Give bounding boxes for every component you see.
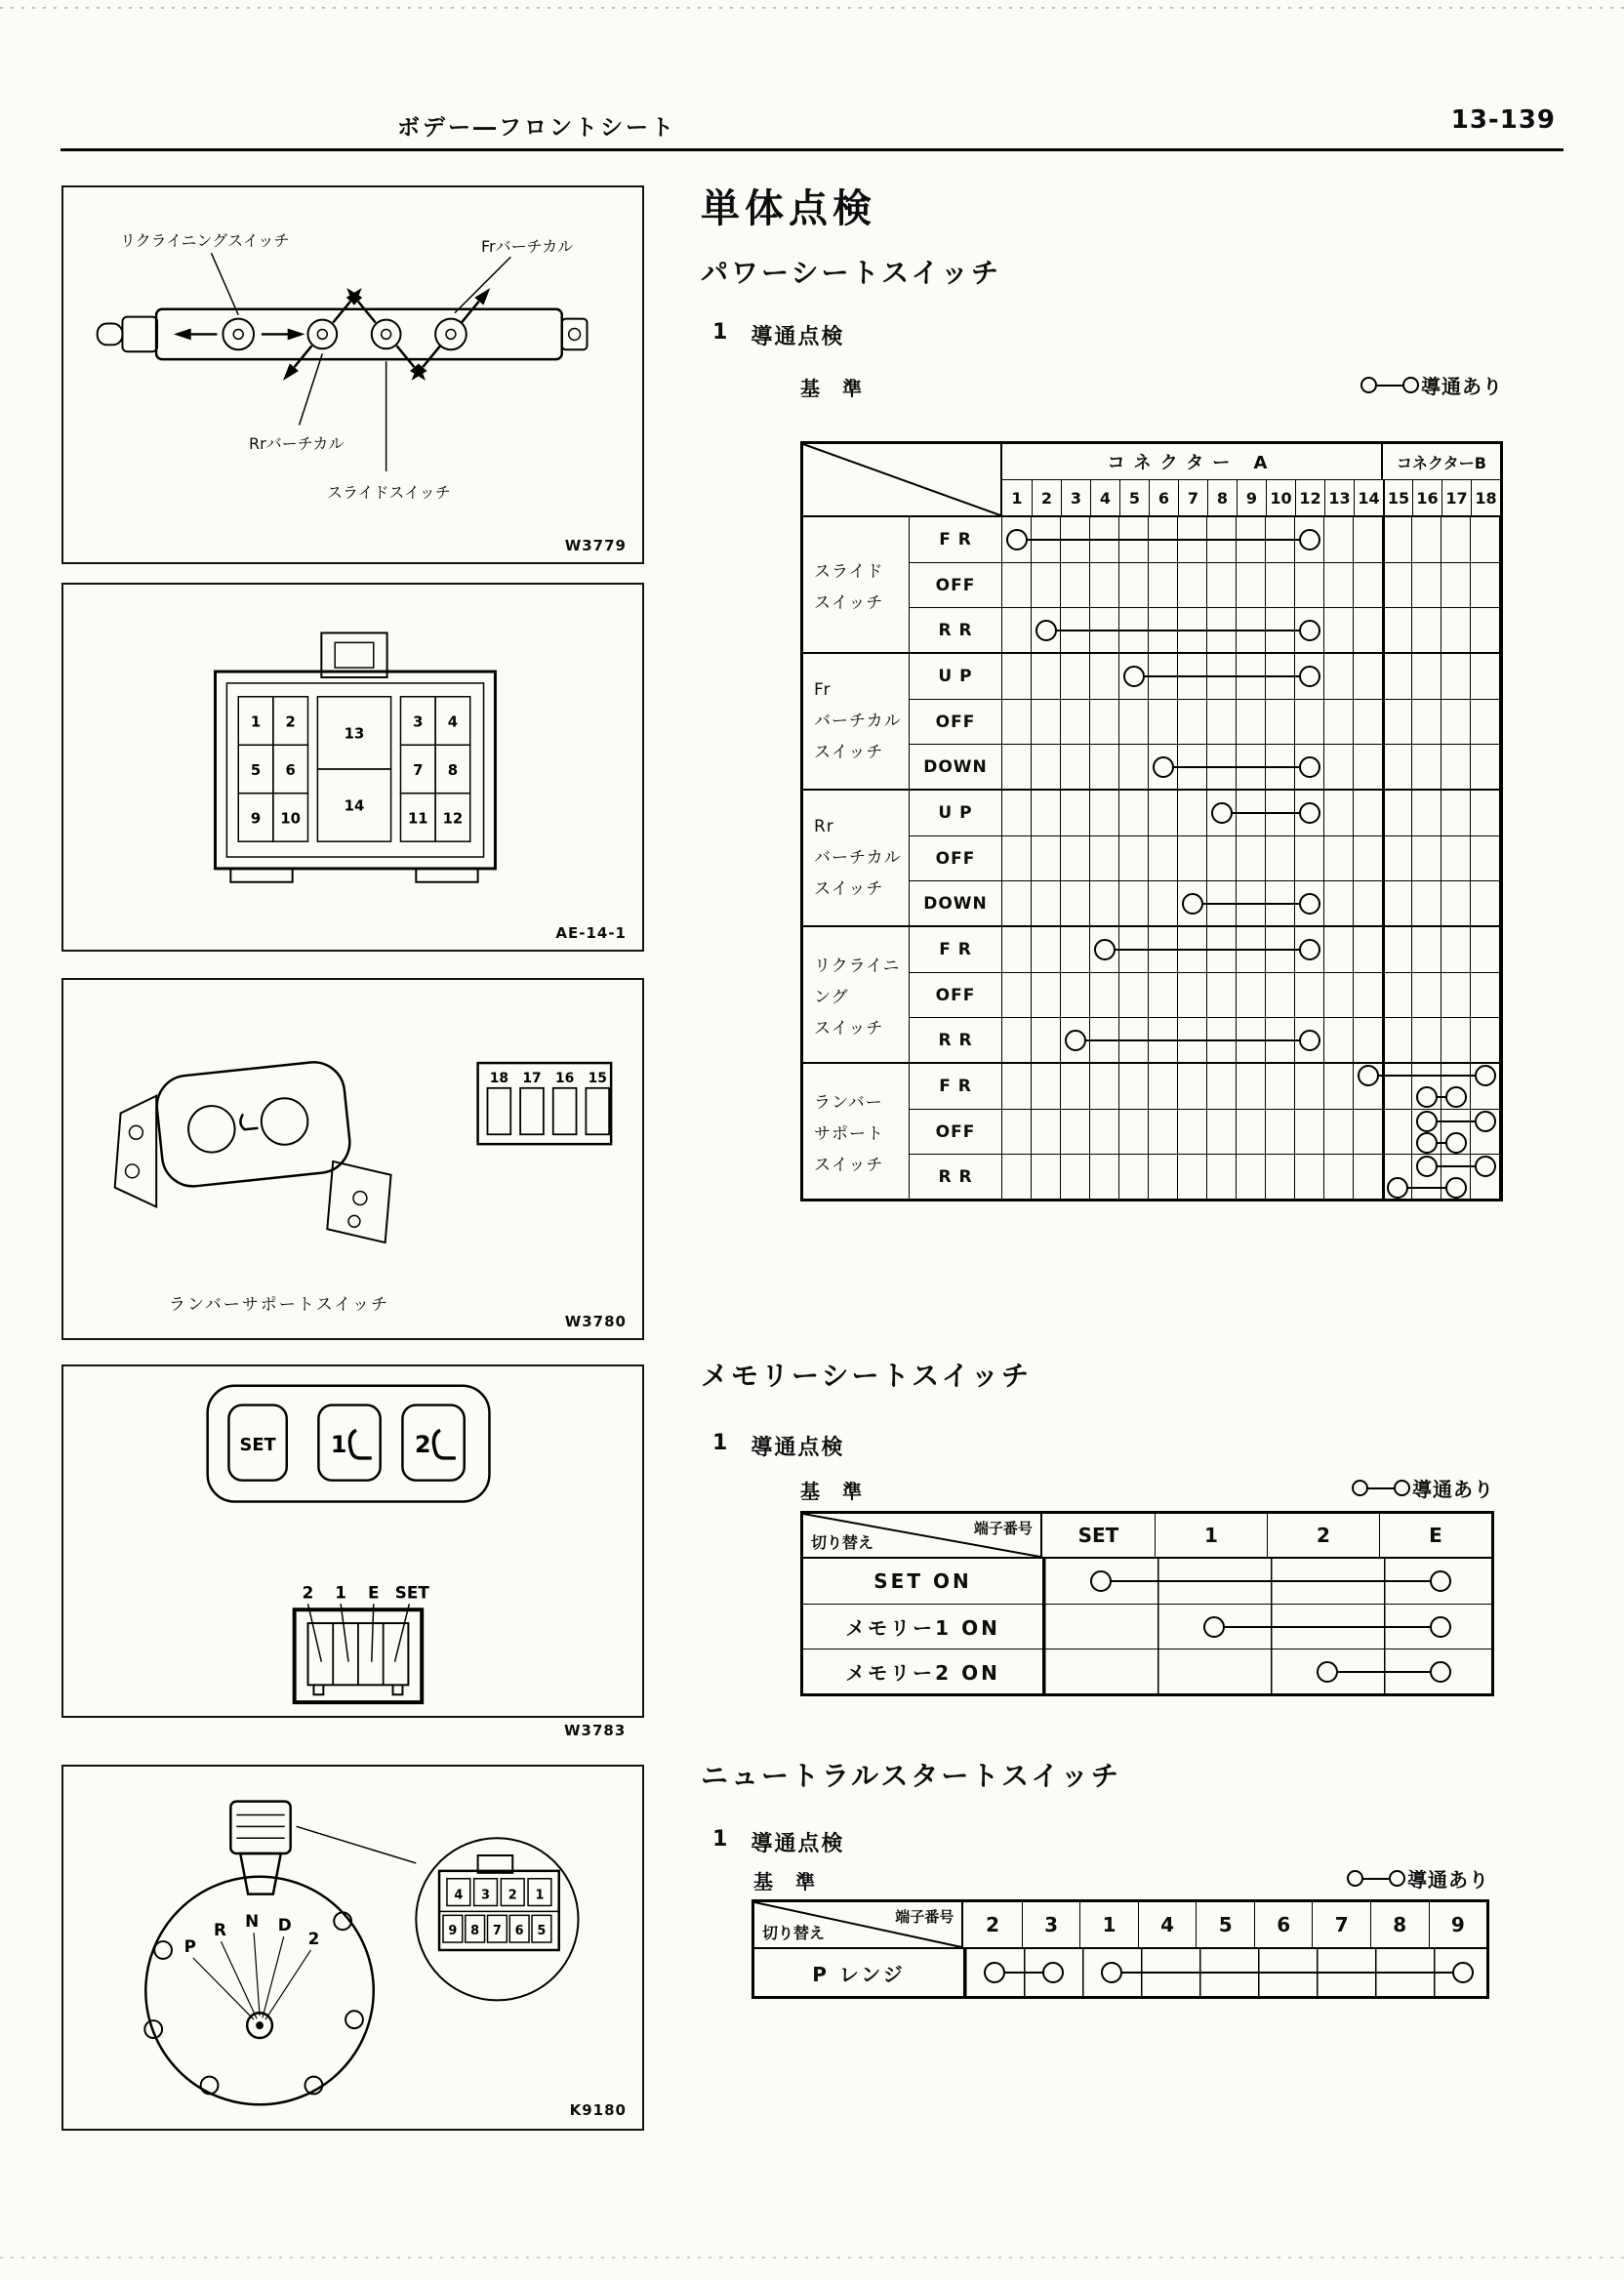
step-number: 1 xyxy=(712,1431,730,1455)
connection-line xyxy=(1327,1671,1441,1673)
pin-label: 2 xyxy=(302,1582,314,1603)
column-header-9: 9 xyxy=(1237,480,1266,515)
group-label xyxy=(803,791,910,925)
connection-area xyxy=(1002,654,1500,699)
state-cell: SET ON xyxy=(803,1559,1044,1604)
page-header-title: ボデー―フロントシート xyxy=(397,115,676,141)
connection-area xyxy=(1044,1649,1491,1693)
state-cell: OFF xyxy=(910,973,1002,1017)
table-row xyxy=(803,1649,1491,1693)
continuity-legend xyxy=(1360,371,1503,399)
connection-circle xyxy=(1299,666,1320,687)
state-cell: OFF xyxy=(910,836,1002,880)
pin-number: 12 xyxy=(442,810,464,828)
figure-code: K9180 xyxy=(569,2101,627,2119)
legend-text: 導通あり xyxy=(1421,375,1503,398)
scan-noise-top xyxy=(0,7,1624,9)
connection-line xyxy=(1076,1039,1310,1041)
legend-text: 導通あり xyxy=(1412,1478,1494,1501)
column-header-13: 13 xyxy=(1324,480,1354,515)
neutral-start-switch-drawing xyxy=(63,1767,642,2129)
pin-number: 4 xyxy=(454,1888,464,1903)
connection-circle xyxy=(1153,756,1174,778)
connection-circle xyxy=(1123,666,1145,687)
connection-circle xyxy=(1299,939,1320,960)
connection-area xyxy=(1002,1155,1500,1199)
connection-circle xyxy=(1430,1661,1451,1683)
table-row xyxy=(910,791,1500,835)
connection-circle xyxy=(1203,1616,1225,1638)
gear-label: D xyxy=(277,1915,292,1935)
connection-area xyxy=(1002,836,1500,880)
connection-circle xyxy=(1317,1661,1338,1683)
seat-icon xyxy=(433,1430,455,1458)
connector-section-row xyxy=(1002,444,1500,480)
neutral-start-continuity-table xyxy=(751,1899,1489,1999)
figure-neutral-start-switch xyxy=(61,1765,644,2131)
pin-number: 5 xyxy=(250,761,262,779)
table-row xyxy=(754,1949,1486,1996)
table-row xyxy=(910,517,1500,562)
table-row xyxy=(910,744,1500,789)
figure-caption: ランバーサポートスイッチ xyxy=(169,1295,389,1315)
connector-a-drawing xyxy=(63,585,642,950)
state-cell: F R xyxy=(910,1064,1002,1109)
column-header-1: 1 xyxy=(1155,1514,1267,1557)
column-header-8: 8 xyxy=(1207,480,1237,515)
connection-area xyxy=(1002,563,1500,607)
memory-switch-drawing xyxy=(63,1366,642,1716)
group-label-line: ング xyxy=(814,987,849,1007)
pin-number: 8 xyxy=(447,761,459,779)
connection-area xyxy=(1044,1605,1491,1649)
pin-number: 1 xyxy=(535,1888,545,1903)
group-label-line: ランバー xyxy=(814,1092,883,1113)
connection-line xyxy=(1193,903,1310,905)
connection-circle xyxy=(1445,1132,1467,1154)
gear-label: N xyxy=(245,1911,260,1932)
pin-label: SET xyxy=(394,1582,429,1603)
column-header-SET: SET xyxy=(1077,1524,1119,1547)
connection-line xyxy=(1163,766,1310,768)
pin-number: 7 xyxy=(413,761,424,779)
pin-number: 14 xyxy=(344,797,365,815)
header-rule xyxy=(61,148,1563,151)
connection-circle xyxy=(1387,1177,1408,1199)
column-header-16: 16 xyxy=(1412,480,1441,515)
column-header-1: 1 xyxy=(1011,488,1023,508)
connection-circle xyxy=(1416,1111,1438,1132)
group-label-line: バーチカル xyxy=(814,848,902,868)
group-label-line: リクライニ xyxy=(814,956,901,976)
table-row xyxy=(910,654,1500,699)
column-header-8: 8 xyxy=(1370,1902,1429,1947)
connection-circle xyxy=(1006,529,1028,550)
column-header-6: 6 xyxy=(1149,480,1178,515)
connection-area xyxy=(1002,700,1500,744)
connection-circle xyxy=(1475,1156,1496,1177)
figure-power-seat-switch xyxy=(61,185,644,564)
table-header xyxy=(803,444,1500,517)
connection-line xyxy=(1368,1075,1485,1077)
pin-number: 2 xyxy=(508,1888,517,1903)
button-1-label: 1 xyxy=(330,1431,347,1459)
group-label xyxy=(803,517,910,652)
column-header-15: 15 xyxy=(1383,480,1412,515)
connection-area xyxy=(1002,791,1500,835)
connection-area xyxy=(1044,1559,1491,1604)
state-cell: OFF xyxy=(910,1110,1002,1154)
column-header-4: 4 xyxy=(1138,1902,1197,1947)
group-label xyxy=(803,927,910,1062)
column-header-3: 3 xyxy=(1061,480,1090,515)
group-label-line: スライド xyxy=(814,561,884,582)
connection-line xyxy=(1105,949,1310,951)
table-row xyxy=(910,972,1500,1017)
connection-circle xyxy=(1094,939,1116,960)
step-label: 導通点検 xyxy=(751,325,845,349)
pin-number: 16 xyxy=(555,1070,575,1086)
state-cell: U P xyxy=(910,791,1002,835)
table-corner-cell xyxy=(803,1514,1042,1557)
pin-label: 1 xyxy=(335,1582,346,1603)
group-label-line: Fr xyxy=(814,680,832,700)
pin-number: 2 xyxy=(285,713,296,731)
connection-circle xyxy=(1430,1570,1451,1592)
connection-area xyxy=(1002,608,1500,652)
table-row xyxy=(910,607,1500,652)
connection-circle xyxy=(1358,1065,1379,1086)
column-header-3: 3 xyxy=(1022,1902,1080,1947)
gear-label: R xyxy=(213,1920,226,1940)
connection-area xyxy=(1002,881,1500,925)
section-heading-power-seat: パワーシートスイッチ xyxy=(701,257,1002,289)
continuity-legend xyxy=(1352,1474,1494,1502)
section-heading-memory-seat: メモリーシートスイッチ xyxy=(701,1360,1033,1392)
connection-line xyxy=(1046,630,1310,631)
figure-memory-switch xyxy=(61,1364,644,1718)
column-header-14: 14 xyxy=(1354,480,1383,515)
connection-line xyxy=(1112,1972,1463,1974)
standard-label: 基 準 xyxy=(753,1870,823,1893)
pin-number: 3 xyxy=(481,1888,491,1903)
table-row xyxy=(910,1064,1500,1109)
connection-area xyxy=(1002,517,1500,562)
column-header-E: E xyxy=(1379,1514,1491,1557)
memory-seat-continuity-table xyxy=(800,1511,1494,1696)
table-row xyxy=(910,1017,1500,1062)
group-label-line: スイッチ xyxy=(814,1018,884,1038)
connection-circle xyxy=(1452,1962,1474,1983)
section-heading-neutral-start: ニュートラルスタートスイッチ xyxy=(701,1760,1121,1792)
table-row xyxy=(910,880,1500,925)
state-cell: U P xyxy=(910,654,1002,699)
corner-label-terminal: 端子番号 xyxy=(895,1908,954,1926)
connection-circle xyxy=(1101,1962,1122,1983)
connection-circle xyxy=(1445,1177,1467,1199)
connection-circle xyxy=(1430,1616,1451,1638)
legend-bar xyxy=(1367,1487,1395,1489)
connection-circle xyxy=(1299,756,1320,778)
figure-connector-a xyxy=(61,583,644,952)
connection-circle xyxy=(984,1962,1005,1983)
table-header xyxy=(754,1902,1486,1949)
connection-line xyxy=(1214,1626,1441,1628)
state-cell: メモリー1 ON xyxy=(803,1605,1044,1649)
column-header-2: 2 xyxy=(1267,1514,1379,1557)
connection-circle xyxy=(1065,1030,1086,1051)
state-cell: メモリー2 ON xyxy=(803,1649,1044,1693)
column-header-5: 5 xyxy=(1196,1902,1254,1947)
table-row xyxy=(910,562,1500,607)
table-row xyxy=(910,699,1500,744)
connection-circle xyxy=(1182,893,1203,915)
connection-line xyxy=(1134,675,1310,677)
step-label: 導通点検 xyxy=(751,1436,845,1460)
pin-label: E xyxy=(368,1582,380,1603)
state-cell: DOWN xyxy=(910,881,1002,925)
group-label xyxy=(803,1064,910,1199)
connection-area xyxy=(1002,745,1500,789)
column-header-6: 6 xyxy=(1254,1902,1313,1947)
table-row xyxy=(910,1109,1500,1154)
pin-number: 18 xyxy=(489,1070,508,1086)
connection-circle xyxy=(1299,893,1320,915)
connection-circle xyxy=(1416,1086,1438,1108)
column-header-4: 4 xyxy=(1090,480,1119,515)
pin-number: 13 xyxy=(344,725,365,743)
legend-circle-icon xyxy=(1347,1870,1363,1887)
group-label-line: スイッチ xyxy=(814,592,884,613)
pin-number: 4 xyxy=(447,713,459,731)
connection-circle xyxy=(1299,620,1320,641)
column-header-9: 9 xyxy=(1429,1902,1487,1947)
state-cell: R R xyxy=(910,1018,1002,1062)
connection-circle xyxy=(1475,1111,1496,1132)
pin-number: 8 xyxy=(470,1924,480,1939)
terminal-number-row xyxy=(1002,480,1500,515)
connection-area xyxy=(1002,973,1500,1017)
state-cell: DOWN xyxy=(910,745,1002,789)
corner-label-switch: 切り替え xyxy=(811,1533,874,1552)
legend-bar xyxy=(1376,385,1403,387)
power-seat-continuity-table xyxy=(800,441,1503,1201)
group-label-line: Rr xyxy=(814,817,834,836)
column-header-2: 2 xyxy=(1032,480,1061,515)
connection-circle xyxy=(1299,802,1320,824)
state-cell: F R xyxy=(910,517,1002,562)
pin-number: 15 xyxy=(588,1070,607,1086)
step-label: 導通点検 xyxy=(751,1832,845,1856)
step-continuity-check xyxy=(712,320,844,350)
legend-circle-icon xyxy=(1389,1870,1405,1887)
group-label-line: サポート xyxy=(814,1123,884,1144)
figure-lumbar-switch xyxy=(61,978,644,1340)
connection-circle xyxy=(1042,1962,1064,1983)
column-header-5: 5 xyxy=(1119,480,1149,515)
scan-noise-bottom xyxy=(0,2257,1624,2259)
step-continuity-check xyxy=(712,1431,844,1461)
group-label xyxy=(803,654,910,789)
group-label-line: スイッチ xyxy=(814,1155,884,1175)
table-row xyxy=(803,1604,1491,1649)
connection-circle xyxy=(1211,802,1233,824)
column-header-10: 10 xyxy=(1266,480,1295,515)
table-row xyxy=(803,1559,1491,1604)
state-cell: R R xyxy=(910,608,1002,652)
table-corner-cell xyxy=(754,1902,963,1947)
table-header xyxy=(803,1514,1491,1559)
column-header-17: 17 xyxy=(1441,480,1471,515)
group-label-line: バーチカル xyxy=(814,712,902,731)
state-cell: P レンジ xyxy=(754,1949,965,1996)
state-cell: OFF xyxy=(910,700,1002,744)
table-corner-cell xyxy=(803,444,1002,515)
pin-number: 10 xyxy=(280,810,302,828)
connection-area xyxy=(965,1949,1486,1996)
pin-number: 9 xyxy=(250,810,262,828)
connection-area xyxy=(1002,927,1500,972)
column-header-7: 7 xyxy=(1312,1902,1370,1947)
label-slide-switch: スライドスイッチ xyxy=(327,483,451,502)
legend-text: 導通あり xyxy=(1407,1868,1489,1892)
standard-label: 基 準 xyxy=(800,377,870,400)
seat-icon xyxy=(349,1430,371,1458)
switch-group xyxy=(803,789,1500,925)
figure-code: W3783 xyxy=(564,1722,627,1739)
table-row xyxy=(910,927,1500,972)
connection-line xyxy=(1222,812,1310,814)
step-number: 1 xyxy=(712,320,730,345)
state-cell: OFF xyxy=(910,563,1002,607)
connector-a-header: コネクター A xyxy=(1002,444,1383,479)
connection-circle xyxy=(1090,1570,1112,1592)
connection-circle xyxy=(1475,1065,1496,1086)
corner-label-switch: 切り替え xyxy=(762,1924,826,1942)
lumbar-switch-drawing xyxy=(63,980,642,1338)
legend-bar xyxy=(1362,1878,1390,1880)
figure-code: AE-14-1 xyxy=(555,924,627,942)
pin-number: 1 xyxy=(250,713,262,731)
figure-code: W3780 xyxy=(564,1313,627,1330)
pin-number: 5 xyxy=(537,1924,547,1939)
pin-number: 11 xyxy=(407,810,428,828)
legend-circle-icon xyxy=(1360,377,1377,393)
main-heading: 単体点検 xyxy=(701,186,876,231)
label-recline-switch: リクライニングスイッチ xyxy=(120,231,290,250)
gear-label: 2 xyxy=(307,1929,320,1949)
pin-number: 6 xyxy=(514,1924,524,1939)
gear-label: P xyxy=(183,1935,196,1956)
switch-group xyxy=(803,1062,1500,1199)
figure-code: W3779 xyxy=(564,537,627,554)
column-header-1: 1 xyxy=(1079,1902,1138,1947)
column-header-18: 18 xyxy=(1471,480,1500,515)
column-header-12: 12 xyxy=(1295,480,1324,515)
switch-group xyxy=(803,925,1500,1062)
standard-label: 基 準 xyxy=(800,1480,870,1503)
connection-circle xyxy=(1416,1132,1438,1154)
group-label-line: スイッチ xyxy=(814,879,884,899)
table-row xyxy=(910,1154,1500,1199)
page-number: 13-139 xyxy=(1450,105,1556,135)
connector-b-header: コネクターB xyxy=(1397,453,1486,472)
switch-group xyxy=(803,652,1500,789)
legend-circle-icon xyxy=(1394,1480,1410,1496)
connection-area xyxy=(1002,1018,1500,1062)
legend-circle-icon xyxy=(1352,1480,1368,1496)
column-header-7: 7 xyxy=(1178,480,1207,515)
pin-number: 17 xyxy=(522,1070,542,1086)
button-set-label: SET xyxy=(239,1435,276,1456)
continuity-legend xyxy=(1347,1864,1489,1893)
connection-line xyxy=(1017,539,1310,541)
connection-circle xyxy=(1416,1156,1438,1177)
step-number: 1 xyxy=(712,1827,730,1852)
connection-line xyxy=(1101,1580,1441,1582)
corner-label-terminal: 端子番号 xyxy=(973,1520,1033,1537)
connection-area xyxy=(1002,1064,1500,1109)
pin-number: 9 xyxy=(448,1924,458,1939)
column-header-2: 2 xyxy=(986,1913,999,1936)
switch-group xyxy=(803,517,1500,652)
table-row xyxy=(910,835,1500,880)
step-continuity-check xyxy=(712,1827,844,1857)
legend-circle-icon xyxy=(1402,377,1419,393)
state-cell: F R xyxy=(910,927,1002,972)
connection-circle xyxy=(1035,620,1057,641)
pin-number: 7 xyxy=(492,1924,502,1939)
connection-circle xyxy=(1299,529,1320,550)
connection-area xyxy=(1002,1110,1500,1154)
state-cell: R R xyxy=(910,1155,1002,1199)
group-label-line: スイッチ xyxy=(814,743,884,762)
label-rr-vertical: Rrバーチカル xyxy=(249,434,345,453)
connection-circle xyxy=(1299,1030,1320,1051)
connection-circle xyxy=(1445,1086,1467,1108)
label-fr-vertical: Frバーチカル xyxy=(481,237,574,256)
button-2-label: 2 xyxy=(414,1431,431,1459)
pin-number: 3 xyxy=(413,713,424,731)
pin-number: 6 xyxy=(285,761,296,779)
